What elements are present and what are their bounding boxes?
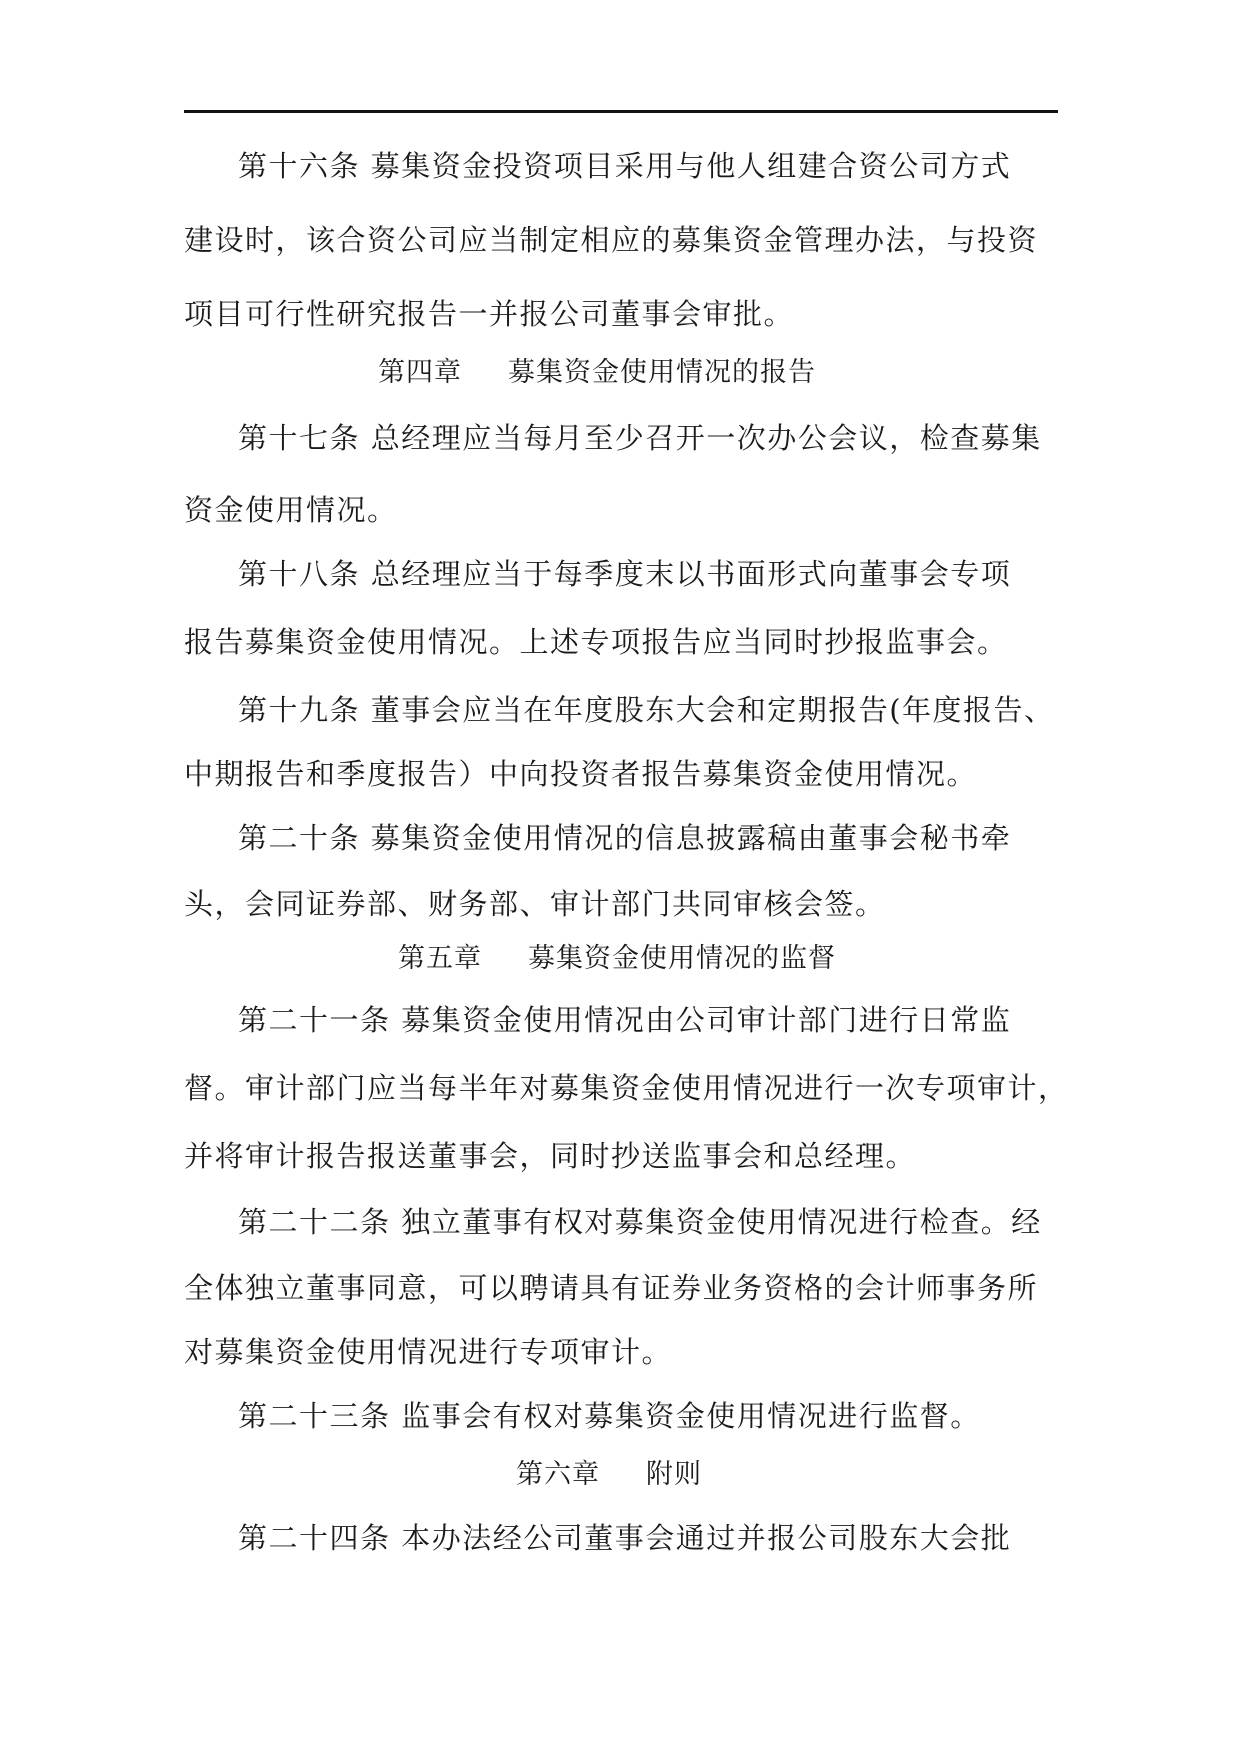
article-19-line-2: 中期报告和季度报告）中向投资者报告募集资金使用情况。 [184,757,978,791]
article-17-line-2: 资金使用情况。 [184,493,398,527]
article-19-line-1: 第十九条 董事会应当在年度股东大会和定期报告(年度报告、 [238,693,1055,727]
header-rule [184,110,1058,113]
chapter-5-number: 第五章 [398,943,482,974]
chapter-6-heading [516,1458,702,1492]
article-17-line-1: 第十七条 总经理应当每月至少召开一次办公会议，检查募集 [238,421,1042,455]
article-22-line-1: 第二十二条 独立董事有权对募集资金使用情况进行检查。经 [238,1205,1042,1239]
article-23-line-1: 第二十三条 监事会有权对募集资金使用情况进行监督。 [238,1399,981,1433]
chapter-4-number: 第四章 [378,357,462,388]
article-21-line-1: 第二十一条 募集资金使用情况由公司审计部门进行日常监 [238,1003,1012,1037]
chapter-5-heading [398,942,836,976]
article-24-line-1: 第二十四条 本办法经公司董事会通过并报公司股东大会批 [238,1521,1012,1555]
article-20-line-2: 头，会同证券部、财务部、审计部门共同审核会签。 [184,887,886,921]
chapter-5-title: 募集资金使用情况的监督 [528,943,836,974]
article-22-line-2: 全体独立董事同意，可以聘请具有证券业务资格的会计师事务所 [184,1271,1039,1305]
article-16-line-2: 建设时，该合资公司应当制定相应的募集资金管理办法，与投资 [184,223,1039,257]
chapter-6-number: 第六章 [516,1459,600,1490]
article-22-line-3: 对募集资金使用情况进行专项审计。 [184,1335,673,1369]
chapter-6-title: 附则 [646,1459,702,1490]
article-16-line-3: 项目可行性研究报告一并报公司董事会审批。 [184,297,795,331]
article-18-line-1: 第十八条 总经理应当于每季度末以书面形式向董事会专项 [238,557,1012,591]
chapter-4-title: 募集资金使用情况的报告 [508,357,816,388]
article-18-line-2: 报告募集资金使用情况。上述专项报告应当同时抄报监事会。 [184,625,1008,659]
article-21-line-3: 并将审计报告报送董事会，同时抄送监事会和总经理。 [184,1139,917,1173]
article-20-line-1: 第二十条 募集资金使用情况的信息披露稿由董事会秘书牵 [238,821,1012,855]
article-16-line-1: 第十六条 募集资金投资项目采用与他人组建合资公司方式 [238,149,1012,183]
chapter-4-heading [378,356,816,390]
article-21-line-2: 督。审计部门应当每半年对募集资金使用情况进行一次专项审计， [184,1071,1069,1105]
